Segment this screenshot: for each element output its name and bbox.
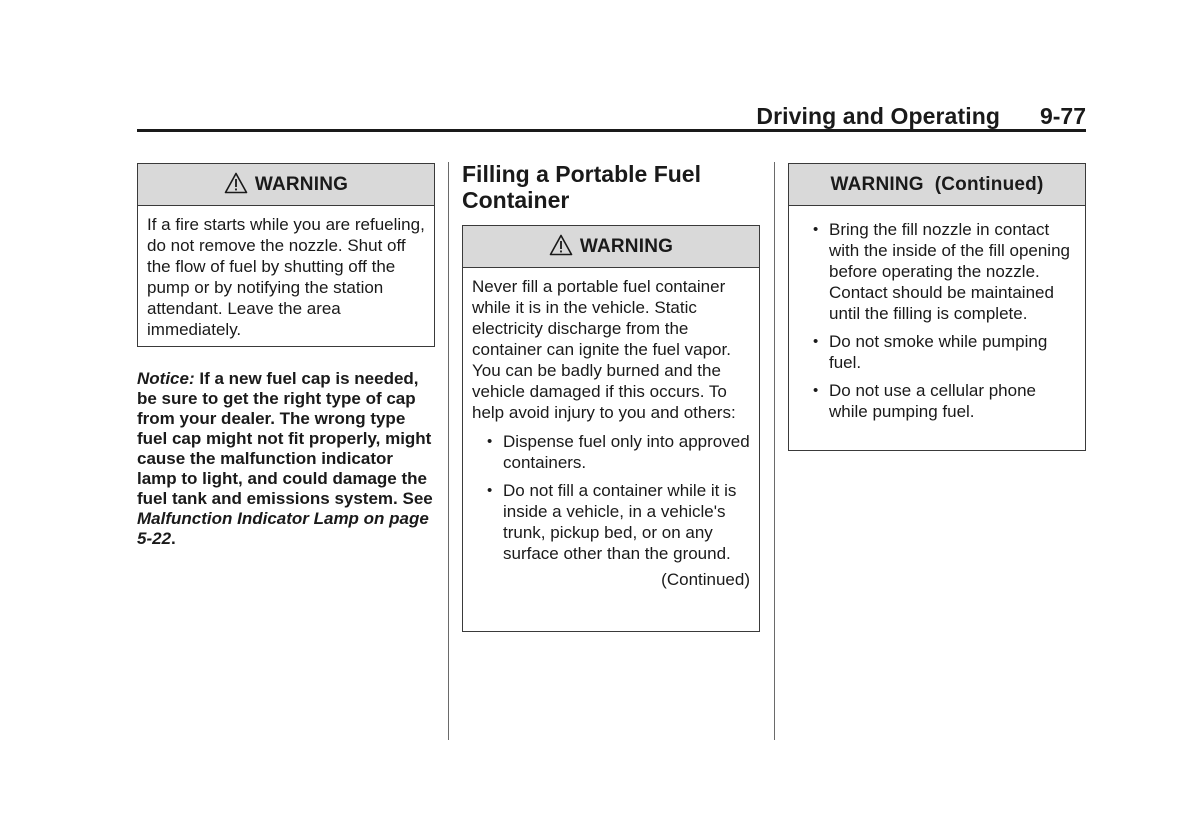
warning-header [138,164,434,206]
continued-label: (Continued) [661,570,750,589]
warning-box-fire [137,163,435,347]
notice-paragraph [137,369,435,549]
warning-box-portable-container [462,225,760,632]
bullet-item: • Do not fill a container while it is inside a vehicle, in a vehicle's trunk, pickup bed, or on any surface other than the ground. [487,480,750,564]
bullet-item: • Do not smoke while pumping fuel. [813,331,1076,373]
warning-bullet-list [798,219,1076,422]
page-number: 9-77 [1039,103,1086,129]
warning-bullet-list [472,431,750,564]
notice-label: Notice: [137,369,195,388]
notice-end: . [171,529,176,548]
section-heading: Filling a Portable Fuel Container [462,161,701,213]
notice-text: If a new fuel cap is needed, be sure to get the right type of cap from your dealer. The wrong type fuel cap might not fit properly, might cause the malfunction indicator lamp to light, and could damage the fuel tank and emissions system. See [137,369,433,508]
bullet-item: • Do not use a cellular phone while pumping fuel. [813,380,1076,422]
column-divider-right [774,162,775,740]
warning-triangle-icon [549,234,573,256]
bullet-item: • Bring the fill nozzle in contact with the inside of the fill opening before operating the nozzle. Contact should be maintained until the filling is complete. [813,219,1076,324]
warning-header [789,164,1085,206]
bullet-item: • Dispense fuel only into approved containers. [487,431,750,473]
warning-title: WARNING [579,235,674,257]
warning-box-continued [788,163,1086,451]
section-title-header: Driving and Operating [756,103,1000,129]
warning-header [463,226,759,268]
warning-body-text: If a fire starts while you are refueling, do not remove the nozzle. Shut off the flow of fuel by shutting off the pump or by notifying the station attendant. Leave the area immediately. [147,215,425,339]
column-divider-left [448,162,449,740]
page-header [137,99,1086,132]
warning-title: WARNING [254,173,349,195]
warning-title: WARNING (Continued) [830,173,1044,195]
warning-triangle-icon [224,172,248,194]
notice-reference-link[interactable]: Malfunction Indicator Lamp on page 5-22 [137,509,429,548]
warning-body-text: Never fill a portable fuel container while it is in the vehicle. Static electricity discharge from the container can ignite the fuel vapor. You can be badly burned and the vehicle damaged if this occurs. To help avoid injury to you and others: [472,277,736,422]
